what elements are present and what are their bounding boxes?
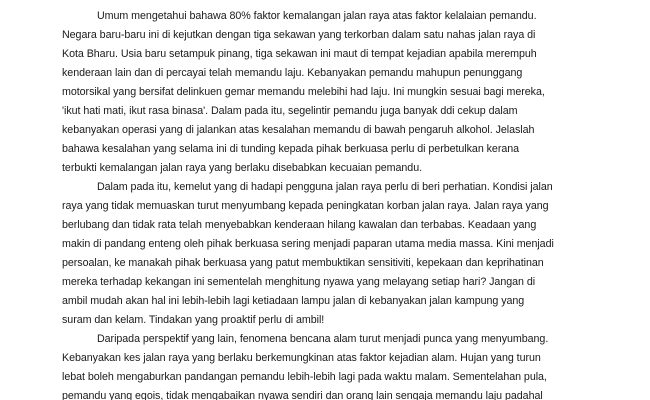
text-line: Daripada perspektif yang lain, fenomena bencana alam turut menjadi punca yang menyumbang. — [97, 333, 549, 345]
text-line: persoalan, ke manakah pihak berkuasa yang patut membuktikan sensitiviti, kepekaan dan keprihatinan — [62, 257, 544, 269]
text-line: berlubang dan tidak rata telah menyebabkan kenderaan hilang kawalan dan terbabas. Keadaan yang — [62, 219, 537, 231]
text-line: mereka terhadap kekangan ini sementelah menghitung nyawa yang melayang setiap hari? Jangan di — [62, 276, 536, 288]
text-line: suram dan kelam. Tindakan yang proaktif perlu di ambil! — [62, 314, 325, 326]
text-line: ambil mudah akan hal ini lebih-lebih lagi ketiadaan lampu jalan di kebanyakan jalan kampung yang — [62, 295, 525, 307]
paragraph-2 — [62, 178, 602, 330]
text-line: 'ikut hati mati, ikut rasa binasa'. Dalam pada itu, segelintir pemandu juga banyak ddi cekup dalam — [62, 105, 518, 117]
text-line: makin di pandang enteng oleh pihak berkuasa sering menjadi paparan utama media massa. Kini menjadi — [62, 238, 554, 250]
text-line: Kota Bharu. Usia baru setampuk pinang, tiga sekawan ini maut di tempat kejadian apabila merempuh — [62, 48, 537, 60]
text-line: raya yang tidak memuaskan turut menyumbang kepada peningkatan korban jalan raya. Jalan raya yang — [62, 200, 549, 212]
text-line: pemandu yang egois, tidak mengabaikan nyawa sendiri dan orang lain sengaja memandu laju padahal — [62, 390, 543, 400]
text-line: Umum mengetahui bahawa 80% faktor kemalangan jalan raya atas faktor kelalaian pemandu. — [97, 10, 537, 22]
paragraph-1 — [62, 7, 602, 178]
text-line: terbukti kemalangan jalan raya yang berlaku disebabkan kecuaian pemandu. — [62, 162, 423, 174]
paragraph-3 — [62, 330, 602, 400]
text-line: Negara baru-baru ini di kejutkan dengan tiga sekawan yang terkorban dalam satu nahas jalan raya di — [62, 29, 536, 41]
text-line: bahawa kesalahan yang selama ini di tunding kepada pihak berkuasa perlu di perbetulkan kerana — [62, 143, 520, 155]
text-line: lebat boleh mengaburkan pandangan pemandu lebih-lebih lagi pada waktu malam. Sementelahan pula, — [62, 371, 547, 383]
text-line: kebanyakan operasi yang di jalankan atas kesalahan memandu di bawah pengaruh alkohol. Jelaslah — [62, 124, 535, 136]
text-line: Kebanyakan kes jalan raya yang berlaku berkemungkinan atas faktor kejadian alam. Hujan yang turun — [62, 352, 541, 364]
text-line: Dalam pada itu, kemelut yang di hadapi pengguna jalan raya perlu di beri perhatian. Kondisi jalan — [97, 181, 553, 193]
text-line: kenderaan lain dan di percayai telah memandu laju. Kebanyakan pemandu mahupun penunggang — [62, 67, 523, 79]
text-line: motorsikal yang bersifat delinkuen gemar memandu melebihi had laju. Ini mungkin sesuai bagi mereka, — [62, 86, 545, 98]
